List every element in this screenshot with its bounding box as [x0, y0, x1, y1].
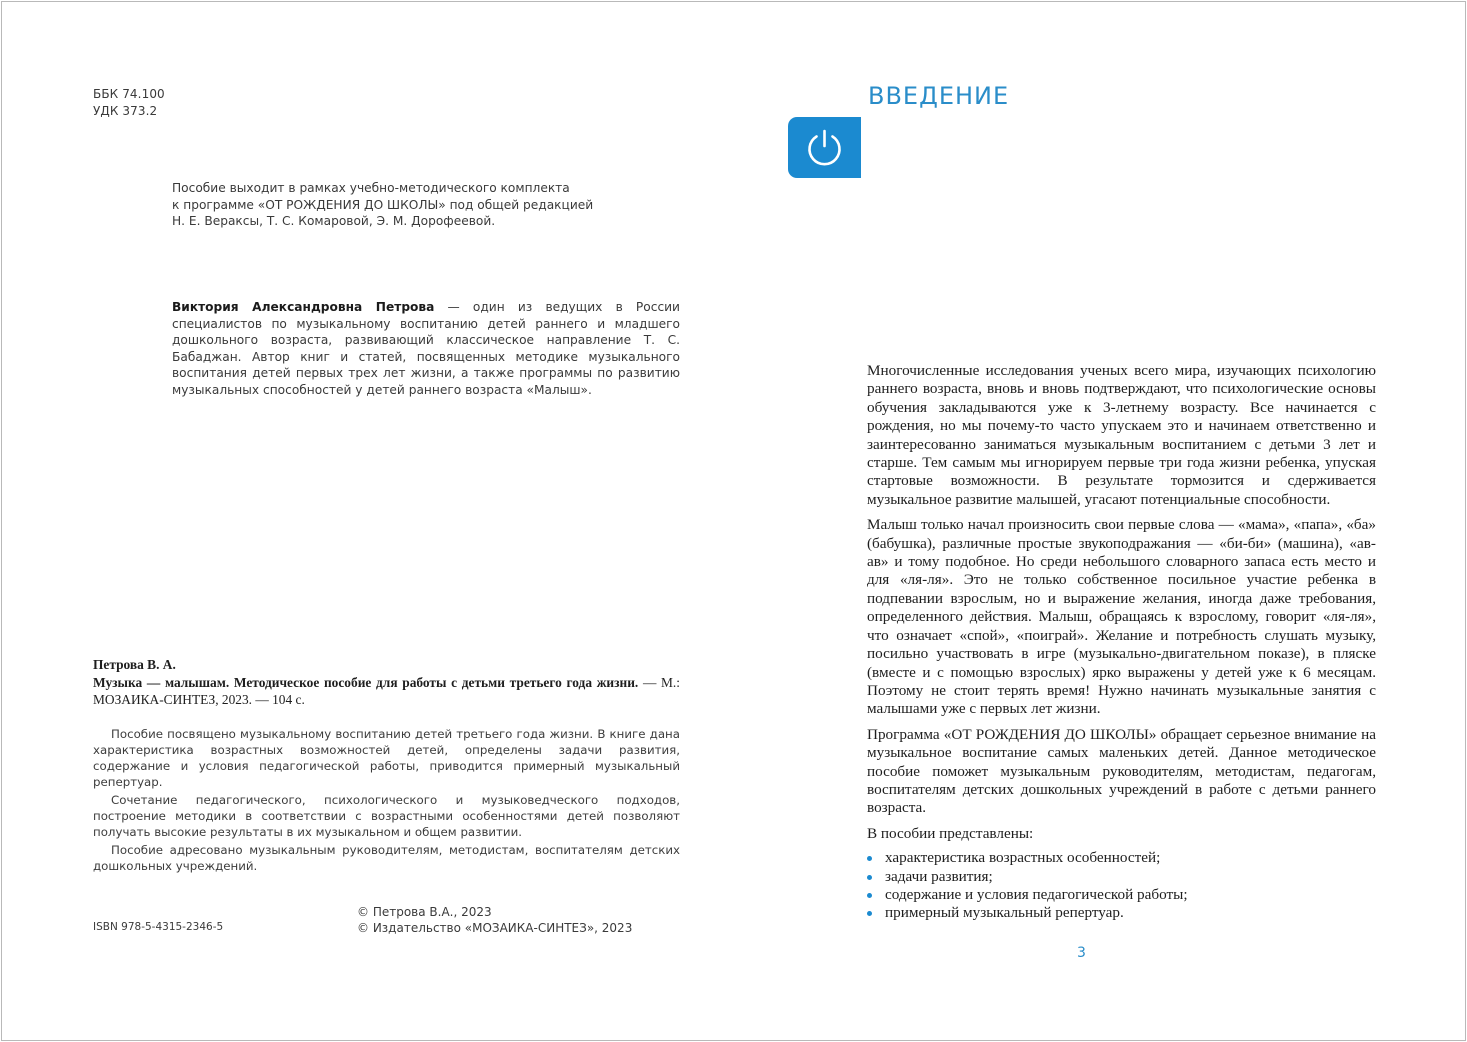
list-item	[867, 849, 1376, 867]
isbn: ISBN 978-5-4315-2346-5	[93, 921, 224, 933]
chapter-badge	[788, 117, 861, 178]
series-note	[172, 180, 692, 230]
body-paragraph: Программа «ОТ РОЖДЕНИЯ ДО ШКОЛЫ» обращает серьезное внимание на музыкальное воспитание самых маленьких детей. Данное методическое пособие поможет музыкальным руководителям, методистам, педагогам, воспитателям детских дошкольных учреждений в работе с детьми раннего возраста.	[867, 725, 1376, 817]
author-bio	[172, 299, 680, 399]
list-item-text: задачи развития;	[885, 867, 993, 885]
classification-codes	[93, 86, 165, 120]
bullet-icon	[867, 911, 872, 916]
page-number: 3	[1077, 945, 1086, 961]
chapter-heading: ВВЕДЕНИЕ	[868, 82, 1010, 110]
bbk-code: ББК 74.100	[93, 87, 165, 101]
copyright	[357, 905, 632, 936]
catalog-author: Петрова В. А.	[93, 657, 176, 672]
list-item	[867, 904, 1376, 922]
bullet-icon	[867, 875, 872, 880]
annotation	[93, 726, 680, 876]
series-note-line: к программе «ОТ РОЖДЕНИЯ ДО ШКОЛЫ» под общей редакцией	[172, 197, 594, 212]
author-bio-name: Виктория Александровна Петрова	[172, 300, 435, 314]
copyright-line: © Издательство «МОЗАИКА-СИНТЕЗ», 2023	[357, 920, 633, 935]
catalog-entry	[93, 656, 680, 709]
udk-code: УДК 373.2	[93, 104, 158, 118]
catalog-title: Музыка — малышам. Методическое пособие для работы с детьми третьего года жизни.	[93, 674, 639, 690]
annotation-paragraph: Сочетание педагогического, психологического и музыковедческого подходов, построение методики в соответствии с возрастными особенностями детей позволяют получать высокие результаты в их музыкальном и общем развитии.	[93, 793, 680, 839]
book-spread	[1, 1, 1466, 1041]
series-note-line: Н. Е. Вераксы, Т. С. Комаровой, Э. М. Дорофеевой.	[172, 214, 496, 228]
body-paragraph: Многочисленные исследования ученых всего мира, изучающих психологию раннего возраста, вновь и вновь подтверждают, что психологические основы обучения закладываются уже к 3-летнему возрасту. Все начинается с рождения, но мы почему-то часто упускаем это и начинаем ответственно и заинтересованно заниматься музыкальным воспитанием с детьми 3 лет и старше. Тем самым мы игнорируем первые три года жизни ребенка, упуская стартовые возможности. В результате тормозится и сдерживается музыкальное развитие малышей, угасают потенциальные способности.	[867, 362, 1376, 508]
introduction-text	[867, 362, 1376, 923]
body-paragraph: Малыш только начал произносить свои первые слова — «мама», «папа», «ба» (бабушка), различные простые звукоподражания — «би-би» (машина), «ав-ав» и тому подобное. Но среди небольшого словарного запаса есть место и для «ля-ля». Это не только собственное посильное участие ребенка в подпевании взрослым, но и выражение желания, иногда даже требования, определенного действия. Малыш, обращаясь к взрослому, говорит «ля-ля», что означает «спой», «поиграй». Желание и потребность слушать музыку, посильно участвовать в игре (музыкально-двигательном показе), в пляске (вместе и с помощью взрослых) ярко выражены у детей уже к 6 месяцам. Поэтому не стоит терять время! Нужно начинать музыкальные занятия с малышами уже с первых лет жизни.	[867, 516, 1376, 718]
list-item-text: содержание и условия педагогической работы;	[885, 885, 1188, 903]
bullet-icon	[867, 856, 872, 861]
catalog-imprint: — М.: МОЗАИКА-СИНТЕЗ, 2023. — 104 с.	[93, 674, 680, 707]
copyright-line: © Петрова В.А., 2023	[357, 905, 492, 919]
power-icon	[804, 127, 845, 168]
bullet-icon	[867, 893, 872, 898]
series-note-line: Пособие выходит в рамках учебно-методического комплекта	[172, 181, 570, 195]
catalog-title-block	[93, 674, 680, 709]
list-item	[867, 868, 1376, 886]
annotation-paragraph: Пособие адресовано музыкальным руководителям, методистам, воспитателям детских дошкольных учреждений.	[93, 843, 680, 873]
list-item-text: характеристика возрастных особенностей;	[885, 849, 1161, 867]
body-paragraph: В пособии представлены:	[867, 824, 1034, 842]
list-item	[867, 886, 1376, 904]
author-bio-text: — один из ведущих в России специалистов по музыкальному воспитанию детей раннего и младшего дошкольного возраста, развивающий классическое направление Т. С. Бабаджан. Автор книг и статей, посвященных методике музыкального воспитания детей первых трех лет жизни, а также программы по развитию музыкальных способностей у детей раннего возраста «Малыш».	[172, 300, 680, 397]
annotation-paragraph: Пособие посвящено музыкальному воспитанию детей третьего года жизни. В книге дана характеристика возрастных возможностей детей, определены задачи развития, содержание и условия педагогической работы, приводится примерный музыкальный репертуар.	[93, 727, 680, 789]
list-item-text: примерный музыкальный репертуар.	[885, 904, 1124, 922]
contents-list	[867, 849, 1376, 923]
